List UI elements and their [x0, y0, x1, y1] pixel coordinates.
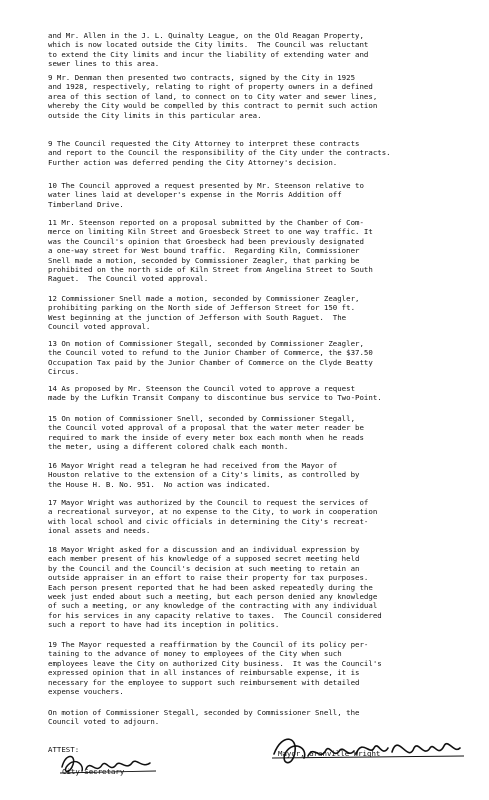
minutes-paragraph: 14 As proposed by Mr. Steenson the Council voted to approve a request made by the Lufkin Transit Company to discontinue bus service to Two-Point. — [48, 384, 382, 403]
minutes-paragraph: 11 Mr. Steenson reported on a proposal submitted by the Chamber of Com- merce on limiting Kiln Street and Groesbeck Street to one way traffic. It was the Council's opinion that Groesbeck had been previously designated a one-way street for West bound traffic. Regarding Kiln, Commissioner Snell made a motion, seconded by Commissioner Zeagler, that parking be prohibited on the north side of Kiln Street from Angelina Street to South Raguet. The Council voted approval. — [48, 218, 373, 284]
minutes-paragraph: 12 Commissioner Snell made a motion, seconded by Commissioner Zeagler, prohibiting parking on the North side of Jefferson Street for 150 ft. West beginning at the junction of Jefferson with South Raguet. The Council voted approval. — [48, 294, 360, 332]
minutes-paragraph: 9 Mr. Denman then presented two contracts, signed by the City in 1925 and 1928, respectively, relating to right of property owners in a defined area of this section of land, to connect on to City water and sewer lines, whereby the City would be compelled by this contract to permit such action outside the City limits in this particular area. — [48, 73, 378, 120]
city-secretary-signature — [56, 745, 166, 785]
minutes-paragraph: 13 On motion of Commissioner Stegall, seconded by Commissioner Zeagler, the Council voted to refund to the Junior Chamber of Commerce, the $37.50 Occupation Tax paid by the Junior Chamber of Commerce on the Clyde Beatty Circus. — [48, 339, 373, 377]
minutes-paragraph: 10 The Council approved a request presented by Mr. Steenson relative to water lines laid at developer's expense in the Morris Addition off Timberland Drive. — [48, 181, 364, 209]
minutes-paragraph: 17 Mayor Wright was authorized by the Council to request the services of a recreational surveyor, at no expense to the City, to work in cooperation with local school and civic officials in determining the City's recreat- ional assets and needs. — [48, 498, 378, 536]
minutes-paragraph: 16 Mayor Wright read a telegram he had received from the Mayor of Houston relative to the extension of a City's limits, as controlled by the House H. B. No. 951. No action was indicated. — [48, 461, 360, 489]
mayor-signature-line: Mayor, Granville Wright — [278, 749, 381, 758]
minutes-paragraph: and Mr. Allen in the J. L. Quinalty League, on the Old Reagan Property, which is now located outside the City limits. The Council was reluctant to extend the City limits and incur the liability of extending water and sewer lines to this area. — [48, 31, 369, 69]
minutes-paragraph: On motion of Commissioner Stegall, seconded by Commissioner Snell, the Council voted to adjourn. — [48, 708, 360, 727]
minutes-paragraph: 19 The Mayor requested a reaffirmation by the Council of its policy per- taining to the advance of money to employees of the City when such employees leave the City on authorized City business. It was the Council's expressed opinion that in all instances of reimbursable expense, it is necessary for the employee to support such reimbursement with detailed expense vouchers. — [48, 640, 382, 697]
minutes-paragraph: 9 The Council requested the City Attorney to interpret these contracts and report to the Council the responsibility of the City under the contracts. Further action was deferred pending the City Attorney's decision. — [48, 139, 391, 167]
city-secretary-line: City Secretary — [62, 767, 125, 776]
mayor-signature — [268, 718, 478, 778]
attest-label: ATTEST: — [48, 745, 80, 754]
minutes-paragraph: 18 Mayor Wright asked for a discussion and an individual expression by each member present of his knowledge of a supposed secret meeting held by the Council and the Council's decision at such meeting to retain an outside appraiser in an effort to raise their property for tax purposes. Each person present reported that he had been asked repeatedly during the week just ended about such a meeting, but each person denied any knowledge of such a meeting, or any knowledge of the contracting with any individual for his services in any capacity relative to taxes. The Council considered such a report to have had its inception in politics. — [48, 545, 382, 630]
minutes-paragraph: 15 On motion of Commissioner Snell, seconded by Commissioner Stegall, the Council voted approval of a proposal that the water meter reader be required to mark the inside of every meter box each month when he reads the meter, using a different colored chalk each month. — [48, 414, 364, 452]
